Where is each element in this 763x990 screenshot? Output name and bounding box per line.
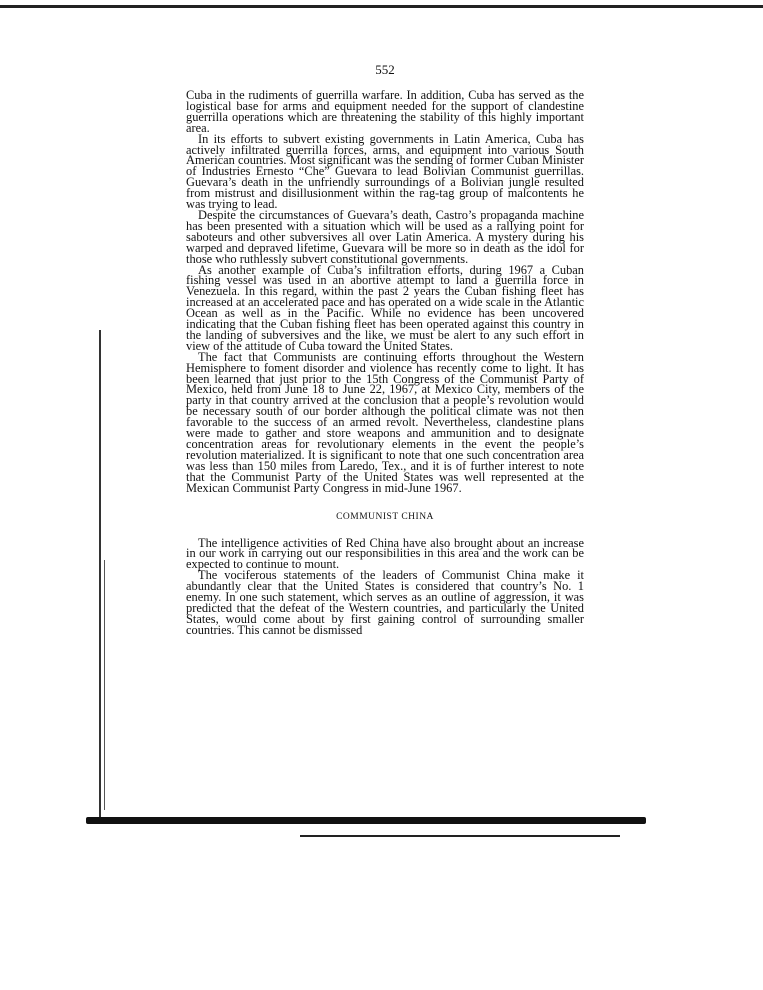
scan-top-border	[0, 5, 763, 8]
scan-margin-line-secondary	[104, 560, 105, 810]
paragraph: The vociferous statements of the leaders of Communist China make it abundantly clear that the United States is considered that country’s No. 1 enemy. In one such statement, which serves as an outline of aggression, it was predicted that the defeat of the Western countries, and particularly the United States, would come about by first gaining control of surrounding smaller countries. This cannot be dismissed	[186, 568, 584, 637]
page-number: 552	[375, 62, 395, 77]
text-column	[186, 62, 584, 636]
paragraph: As another example of Cuba’s infiltration efforts, during 1967 a Cuban fishing vessel was used in an abortive attempt to land a guerrilla force in Venezuela. In this regard, within the past 2 years the Cuban fishing fleet has increased at an accelerated pace and has operated on a wide scale in the Atlantic Ocean as well as in the Pacific. While no evidence has been uncovered indicating that the Cuban fishing fleet has been operated against this country in the landing of subversives and the like, we must be alert to any such effort in view of the attitude of Cuba toward the United States.	[186, 262, 584, 353]
paragraph-continued: Cuba in the rudiments of guerrilla warfare. In addition, Cuba has served as the logistical base for arms and equipment needed for the support of clandestine guerrilla operations which are threatening the stability of this highly important area.	[186, 88, 584, 135]
paragraph: Despite the circumstances of Guevara’s death, Castro’s propaganda machine has been presented with a situation which will be used as a rallying point for saboteurs and other subversives all over Latin America. A mystery during his warped and depraved lifetime, Guevara will be more so in death as the idol for those who ruthlessly subvert constitutional governments.	[186, 207, 584, 266]
scan-bottom-border-secondary	[300, 835, 620, 837]
scan-margin-line	[99, 330, 101, 820]
paragraph: In its efforts to subvert existing governments in Latin America, Cuba has actively infiltrated guerrilla forces, arms, and equipment into various South American countries. Most significant was the sending of former Cuban Minister of Industries Ernesto “Che” Guevara to lead Bolivian Communist guerrillas. Guevara’s death in the unfriendly surroundings of a Bolivian jungle resulted from mistrust and disillusionment within the rag-tag group of malcontents he was trying to lead.	[186, 131, 584, 212]
scan-bottom-border	[86, 817, 646, 824]
paragraph: The fact that Communists are continuing efforts throughout the Western Hemisphere to foment disorder and violence has recently come to light. It has been learned that just prior to the 15th Congress of the Communist Party of Mexico, held from June 18 to June 22, 1967, at Mexico City, members of the party in that country arrived at the conclusion that a people’s revolution would be necessary south of our border although the political climate was not then favorable to the success of an armed revolt. Nevertheless, clandestine plans were made to gather and store weapons and ammunition and to designate concentration areas for revolutionary elements in the event the people’s revolution materialized. It is significant to note that one such concentration area was less than 150 miles from Laredo, Tex., and it is of further interest to note that the Communist Party of the United States was well represented at the Mexican Communist Party Congress in mid-June 1967.	[186, 349, 584, 495]
section-heading: COMMUNIST CHINA	[336, 511, 434, 522]
paragraph: The intelligence activities of Red China have also brought about an increase in our work in carrying out our responsibilities in this area and the work can be expected to continue to mount.	[186, 535, 584, 572]
